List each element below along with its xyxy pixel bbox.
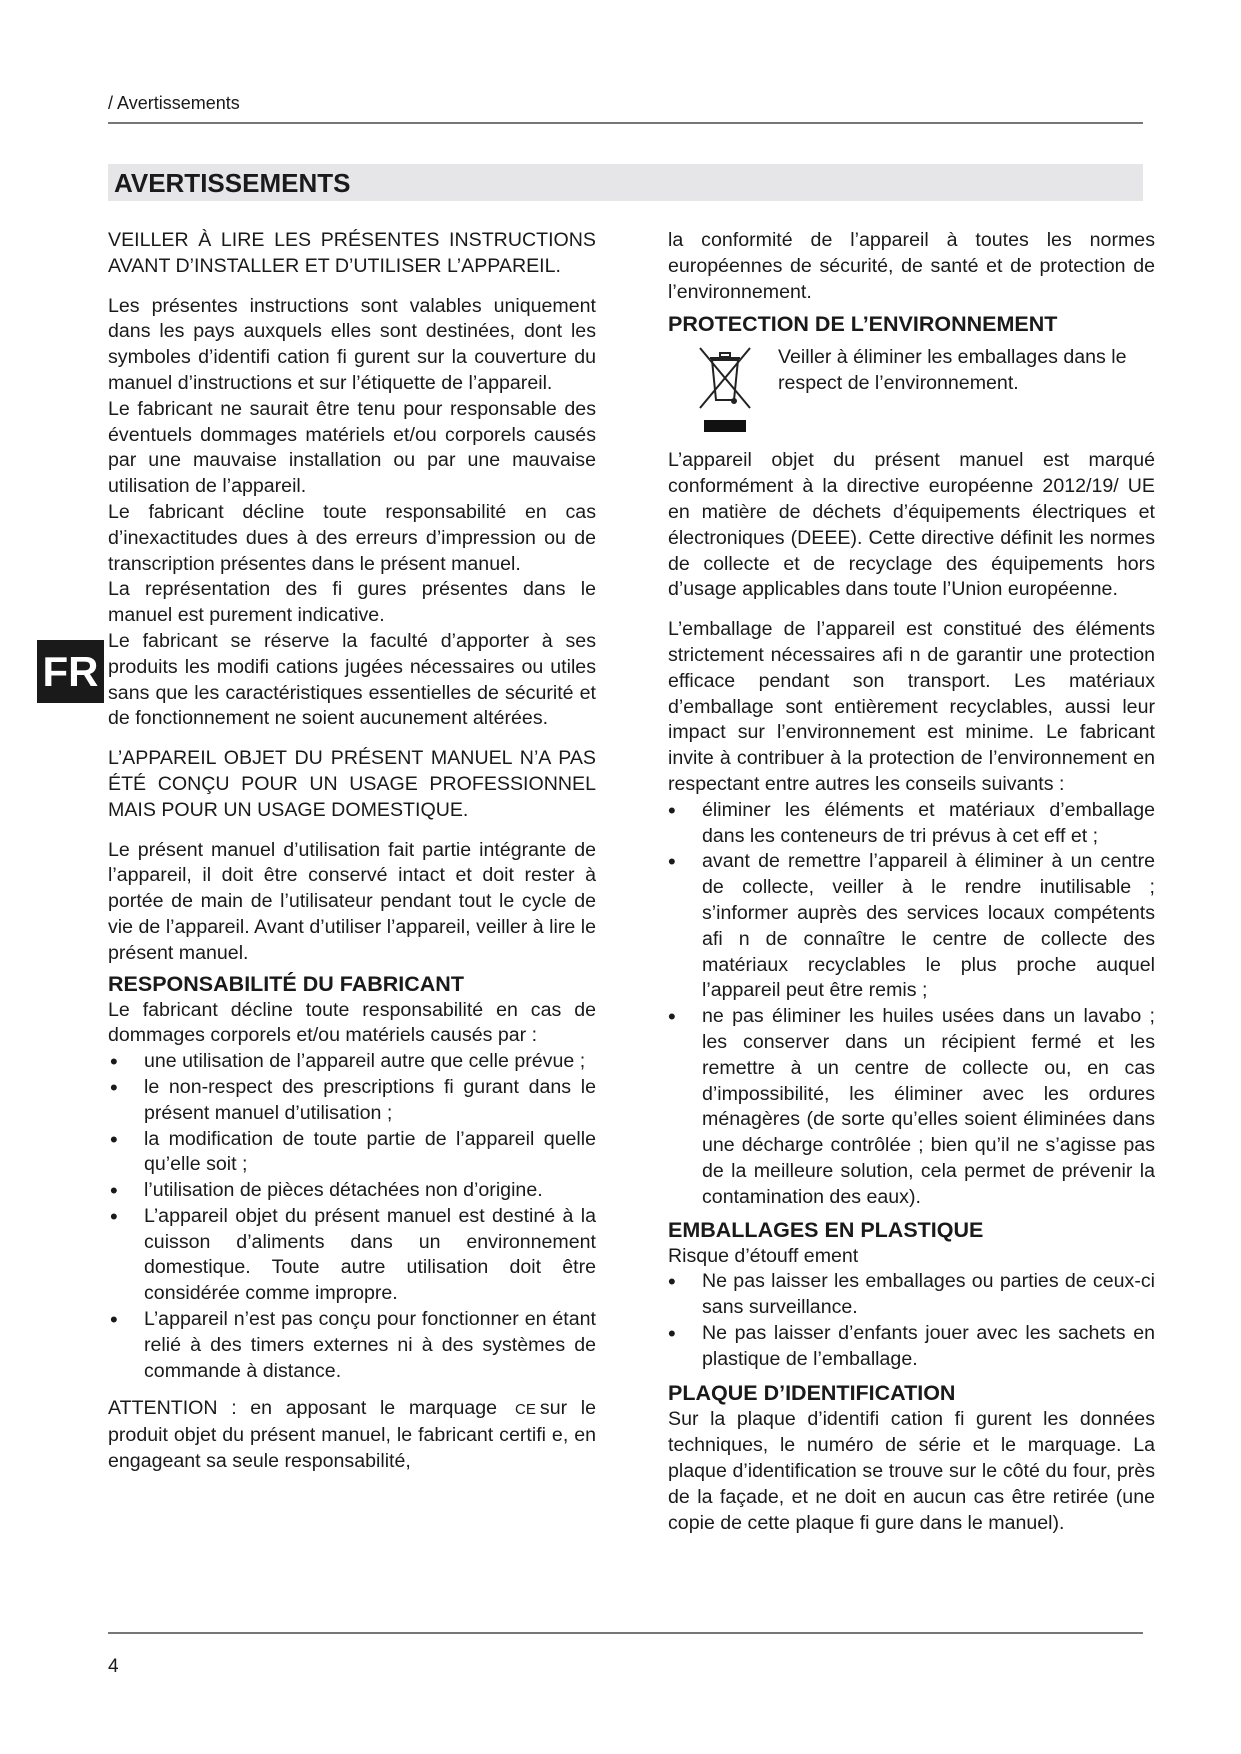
attention-text-cont: sur le produit objet du présent manuel, le fabricant certifi e, en engageant sa seule responsabilité, bbox=[108, 1397, 596, 1473]
paragraph: Les présentes instructions sont valables uniquement dans les pays auxquels elles sont destinées, dont les symboles d’identifi cation fi gurent sur la couverture du manuel d’instructions et sur l’étiquette de l’appareil. bbox=[108, 294, 596, 394]
environment-heading: PROTECTION DE L’ENVIRONNEMENT bbox=[668, 312, 1058, 337]
list-item: • éliminer les éléments et matériaux d’emballage dans les conteneurs de tri prévus à cet eff et ; bbox=[668, 798, 1155, 850]
right-column bbox=[668, 228, 1155, 1536]
page-number: 4 bbox=[108, 1656, 119, 1677]
ce-mark-icon: CE bbox=[515, 1401, 536, 1419]
identification-plate-heading: PLAQUE D’IDENTIFICATION bbox=[668, 1381, 956, 1406]
attention-paragraph bbox=[108, 1396, 596, 1474]
footer-divider bbox=[108, 1632, 1143, 1634]
paragraph: Le fabricant se réserve la faculté d’apporter à ses produits les modifi cations jugées nécessaires ou utiles sans que les caractéristiques essentielles de sécurité et de fonctionnement ne soient aucunement altérées. bbox=[108, 629, 596, 730]
attention-text: ATTENTION : en apposant le marquage bbox=[108, 1397, 498, 1420]
list-item: • Ne pas laisser les emballages ou parties de ceux-ci sans surveillance. bbox=[668, 1269, 1155, 1321]
list-item: • avant de remettre l’appareil à éliminer à un centre de collecte, veiller à le rendre inutilisable ; s’informer auprès des services locaux compétents afi n de connaître le centre de collecte des matériaux recyclables le plus proche auquel l’appareil peut être remis ; bbox=[668, 849, 1155, 1004]
list-item: • L’appareil n’est pas conçu pour fonctionner en étant relié à des timers externes ni à des systèmes de commande à distance. bbox=[108, 1307, 596, 1384]
list-item: • le non-respect des prescriptions fi gurant dans le présent manuel d’utilisation ; bbox=[108, 1075, 596, 1127]
paragraph: La représentation des fi gures présentes dans le manuel est purement indicative. bbox=[108, 578, 596, 627]
list-item: • l’utilisation de pièces détachées non d’origine. bbox=[108, 1178, 596, 1204]
list-item: • L’appareil objet du présent manuel est destiné à la cuisson d’aliments dans un environnement domestique. Toute autre utilisation doit être considérée comme impropre. bbox=[108, 1204, 596, 1307]
list-item: • ne pas éliminer les huiles usées dans un lavabo ; les conserver dans un récipient fermé et les remettre à un centre de collecte ou, en cas d’impossibilité, les éliminer avec les ordures ménagères (de sorte qu’elles soient éliminées dans une décharge contrôlée ; bien qu’il ne s’agisse pas de la meilleure solution, cela permet de prévenir la contamination des eaux). bbox=[668, 1004, 1155, 1210]
page-title: AVERTISSEMENTS bbox=[114, 168, 351, 198]
weee-notice bbox=[668, 344, 1155, 434]
paragraph: L’appareil objet du présent manuel est marqué conformément à la directive européenne 2012/19/ UE en matière de déchets d’équipements électriques et électroniques (DEEE). Cette directive définit les normes de collecte et de recyclage des équipements hors d’usage applicables dans toute l’Union européenne. bbox=[668, 449, 1155, 601]
section-title-bar bbox=[108, 164, 1143, 201]
paragraph: Risque d’étouff ement bbox=[668, 1244, 859, 1267]
paragraph: la conformité de l’appareil à toutes les normes européennes de sécurité, de santé et de protection de l’environnement. bbox=[668, 229, 1155, 303]
paragraph: Le présent manuel d’utilisation fait partie intégrante de l’appareil, il doit être conservé intact et doit rester à portée de main de l’utilisateur pendant tout le cycle de vie de l’appareil. Avant d’utiliser l’appareil, veiller à lire le présent manuel. bbox=[108, 838, 596, 964]
responsibility-list bbox=[108, 1049, 596, 1384]
plastic-list bbox=[668, 1269, 1155, 1372]
plastic-heading: EMBALLAGES EN PLASTIQUE bbox=[668, 1217, 984, 1242]
list-item: • la modification de toute partie de l’appareil quelle qu’elle soit ; bbox=[108, 1127, 596, 1179]
weee-bin-icon bbox=[698, 344, 752, 434]
language-tab: FR bbox=[37, 640, 104, 703]
list-item: • Ne pas laisser d’enfants jouer avec les sachets en plastique de l’emballage. bbox=[668, 1321, 1155, 1373]
paragraph: L’emballage de l’appareil est constitué des éléments strictement nécessaires afi n de garantir une protection efficace pendant son transport. Les matériaux d’emballage sont entièrement recyclables, aussi leur impact sur l’environnement est minime. Le fabricant invite à contribuer à la protection de l’environnement en respectant entre autres les conseils suivants : bbox=[668, 618, 1155, 795]
breadcrumb: / Avertissements bbox=[108, 93, 240, 113]
left-column bbox=[108, 228, 596, 1475]
intro-caps: VEILLER À LIRE LES PRÉSENTES INSTRUCTIONS AVANT D’INSTALLER ET D’UTILISER L’APPAREIL. bbox=[108, 229, 596, 277]
list-item: • une utilisation de l’appareil autre que celle prévue ; bbox=[108, 1049, 596, 1075]
header-divider bbox=[108, 122, 1143, 124]
paragraph: Sur la plaque d’identifi cation fi gurent les données techniques, le numéro de série et le marquage. La plaque d’identification se trouve sur le côté du four, près de la façade, et ne doit en aucun cas être retirée (une copie de cette plaque fi gure dans le manuel). bbox=[668, 1408, 1155, 1534]
paragraph: Le fabricant décline toute responsabilité en cas de dommages corporels et/ou matériels causés par : bbox=[108, 998, 596, 1047]
responsibility-heading: RESPONSABILITÉ DU FABRICANT bbox=[108, 971, 464, 996]
paragraph: Le fabricant décline toute responsabilité en cas d’inexactitudes dues à des erreurs d’impression ou de transcription présentes dans le présent manuel. bbox=[108, 500, 596, 575]
paragraph: Le fabricant ne saurait être tenu pour responsable des éventuels dommages matériels et/ou corporels causés par une mauvaise installation ou par une mauvaise utilisation de l’appareil. bbox=[108, 397, 596, 498]
environment-list bbox=[668, 798, 1155, 1211]
weee-text: Veiller à éliminer les emballages dans le respect de l’environnement. bbox=[778, 346, 1127, 395]
caps-notice: L’APPAREIL OBJET DU PRÉSENT MANUEL N’A PAS ÉTÉ CONÇU POUR UN USAGE PROFESSIONNEL MAIS POUR UN USAGE DOMESTIQUE. bbox=[108, 747, 596, 821]
